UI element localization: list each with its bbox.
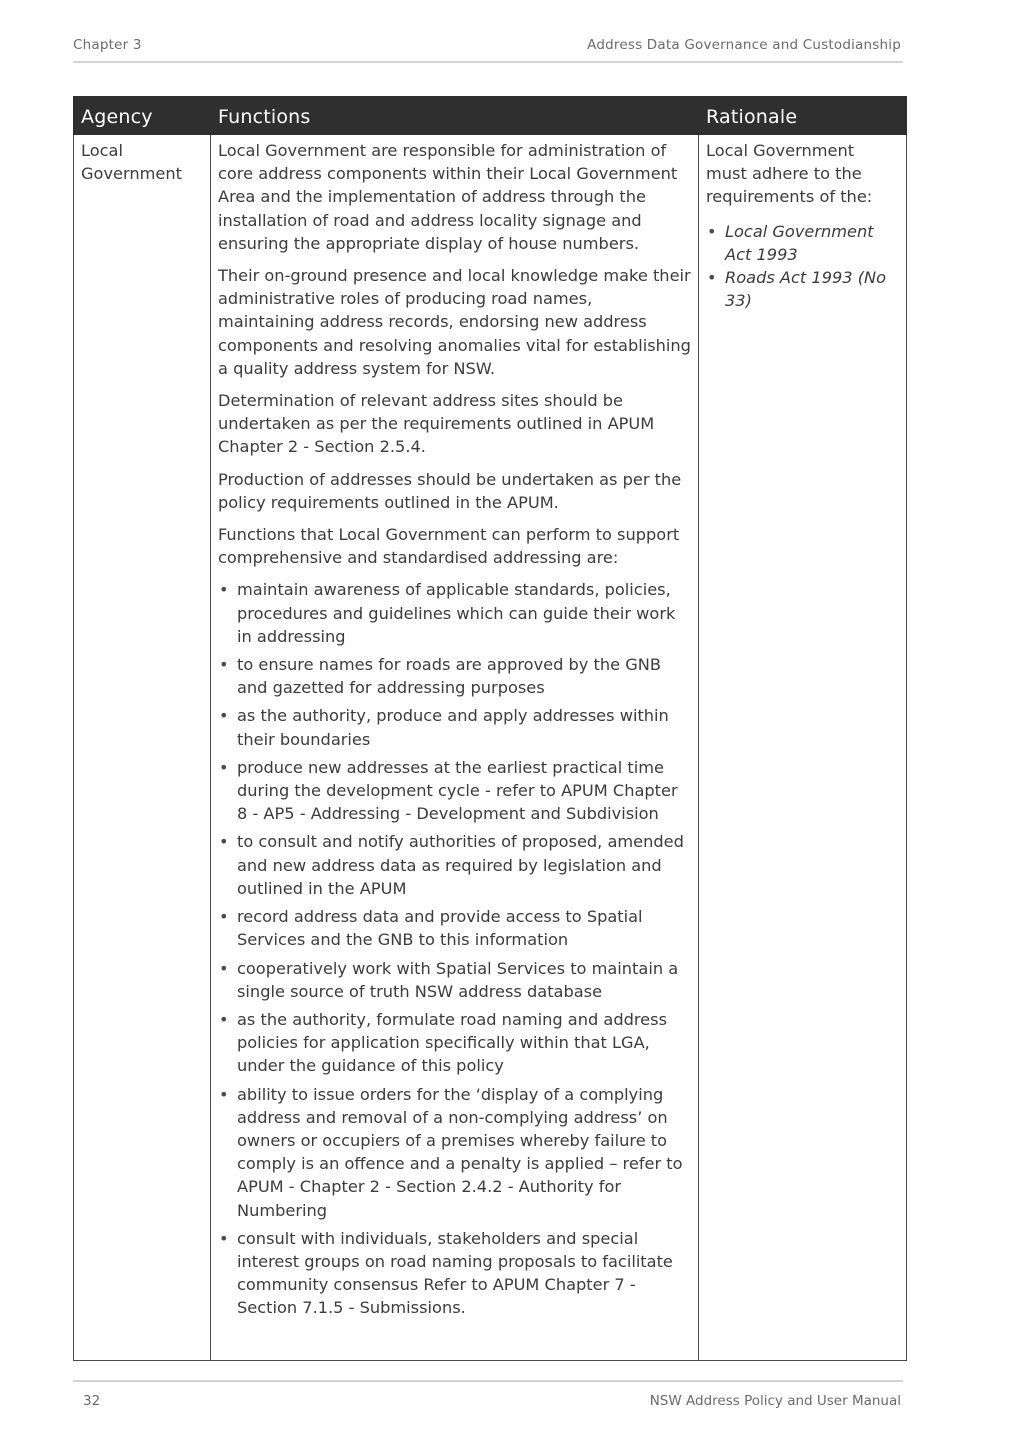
functions-paragraph: Functions that Local Government can perform to support comprehensive and standardised addressing are: — [218, 525, 680, 568]
footer-divider — [73, 1380, 903, 1382]
rationale-intro: Local Government must adhere to the requirements of the: — [706, 141, 873, 207]
list-item: • produce new addresses at the earliest practical time during the development cycle - refer to APUM Chapter 8 - AP5 - Addressing - Development and Subdivision — [218, 756, 691, 826]
list-item: • maintain awareness of applicable standards, policies, procedures and guidelines which can guide their work in addressing — [218, 578, 691, 648]
running-footer — [83, 1393, 901, 1409]
chapter-label: Chapter 3 — [73, 37, 142, 53]
functions-list — [218, 578, 691, 1319]
section-title: Address Data Governance and Custodianship — [587, 37, 901, 53]
page-number: 32 — [83, 1393, 101, 1409]
list-item: • as the authority, produce and apply addresses within their boundaries — [218, 704, 691, 750]
legislation-item: • Roads Act 1993 (No 33) — [706, 266, 899, 312]
functions-paragraph: Their on-ground presence and local knowledge make their administrative roles of producing road names, maintaining address records, endorsing new address components and resolving anomalies vital for establishing a quality address system for NSW. — [218, 266, 691, 378]
list-item: • to ensure names for roads are approved by the GNB and gazetted for addressing purposes — [218, 653, 691, 699]
publication-title: NSW Address Policy and User Manual — [649, 1393, 901, 1409]
legislation-list — [706, 220, 899, 313]
agency-cell — [74, 135, 211, 1361]
header-divider — [73, 61, 903, 63]
list-item: • ability to issue orders for the ‘display of a complying address and removal of a non-complying address’ on owners or occupiers of a premises whereby failure to comply is an offence and a penalty is applied – refer to APUM - Chapter 2 - Section 2.4.2 - Authority for Numbering — [218, 1083, 691, 1222]
column-header-agency: Agency — [74, 97, 211, 135]
agency-name: Local Government — [81, 141, 182, 184]
rationale-cell — [699, 135, 907, 1361]
list-item: • record address data and provide access to Spatial Services and the GNB to this information — [218, 905, 691, 951]
column-header-functions: Functions — [211, 97, 699, 135]
list-item: • consult with individuals, stakeholders and special interest groups on road naming proposals to facilitate community consensus Refer to APUM Chapter 7 - Section 7.1.5 - Submissions. — [218, 1227, 691, 1320]
list-item: • as the authority, formulate road naming and address policies for application specifically within that LGA, under the guidance of this policy — [218, 1008, 691, 1078]
table-header-row — [74, 97, 907, 135]
functions-paragraph: Production of addresses should be undertaken as per the policy requirements outlined in the APUM. — [218, 469, 682, 512]
functions-cell — [211, 135, 699, 1361]
running-header — [73, 37, 903, 53]
list-item: • cooperatively work with Spatial Services to maintain a single source of truth NSW address database — [218, 957, 691, 1003]
table-row — [74, 135, 907, 1361]
list-item: • to consult and notify authorities of proposed, amended and new address data as required by legislation and outlined in the APUM — [218, 830, 691, 900]
functions-paragraph: Determination of relevant address sites should be undertaken as per the requirements outlined in APUM Chapter 2 - Section 2.5.4. — [218, 391, 655, 457]
column-header-rationale: Rationale — [699, 97, 907, 135]
functions-paragraph: Local Government are responsible for administration of core address components within their Local Government Area and the implementation of address through the installation of road and address locality signage and ensuring the appropriate display of house numbers. — [218, 141, 678, 253]
governance-table — [73, 96, 907, 1361]
legislation-item: • Local Government Act 1993 — [706, 220, 899, 266]
